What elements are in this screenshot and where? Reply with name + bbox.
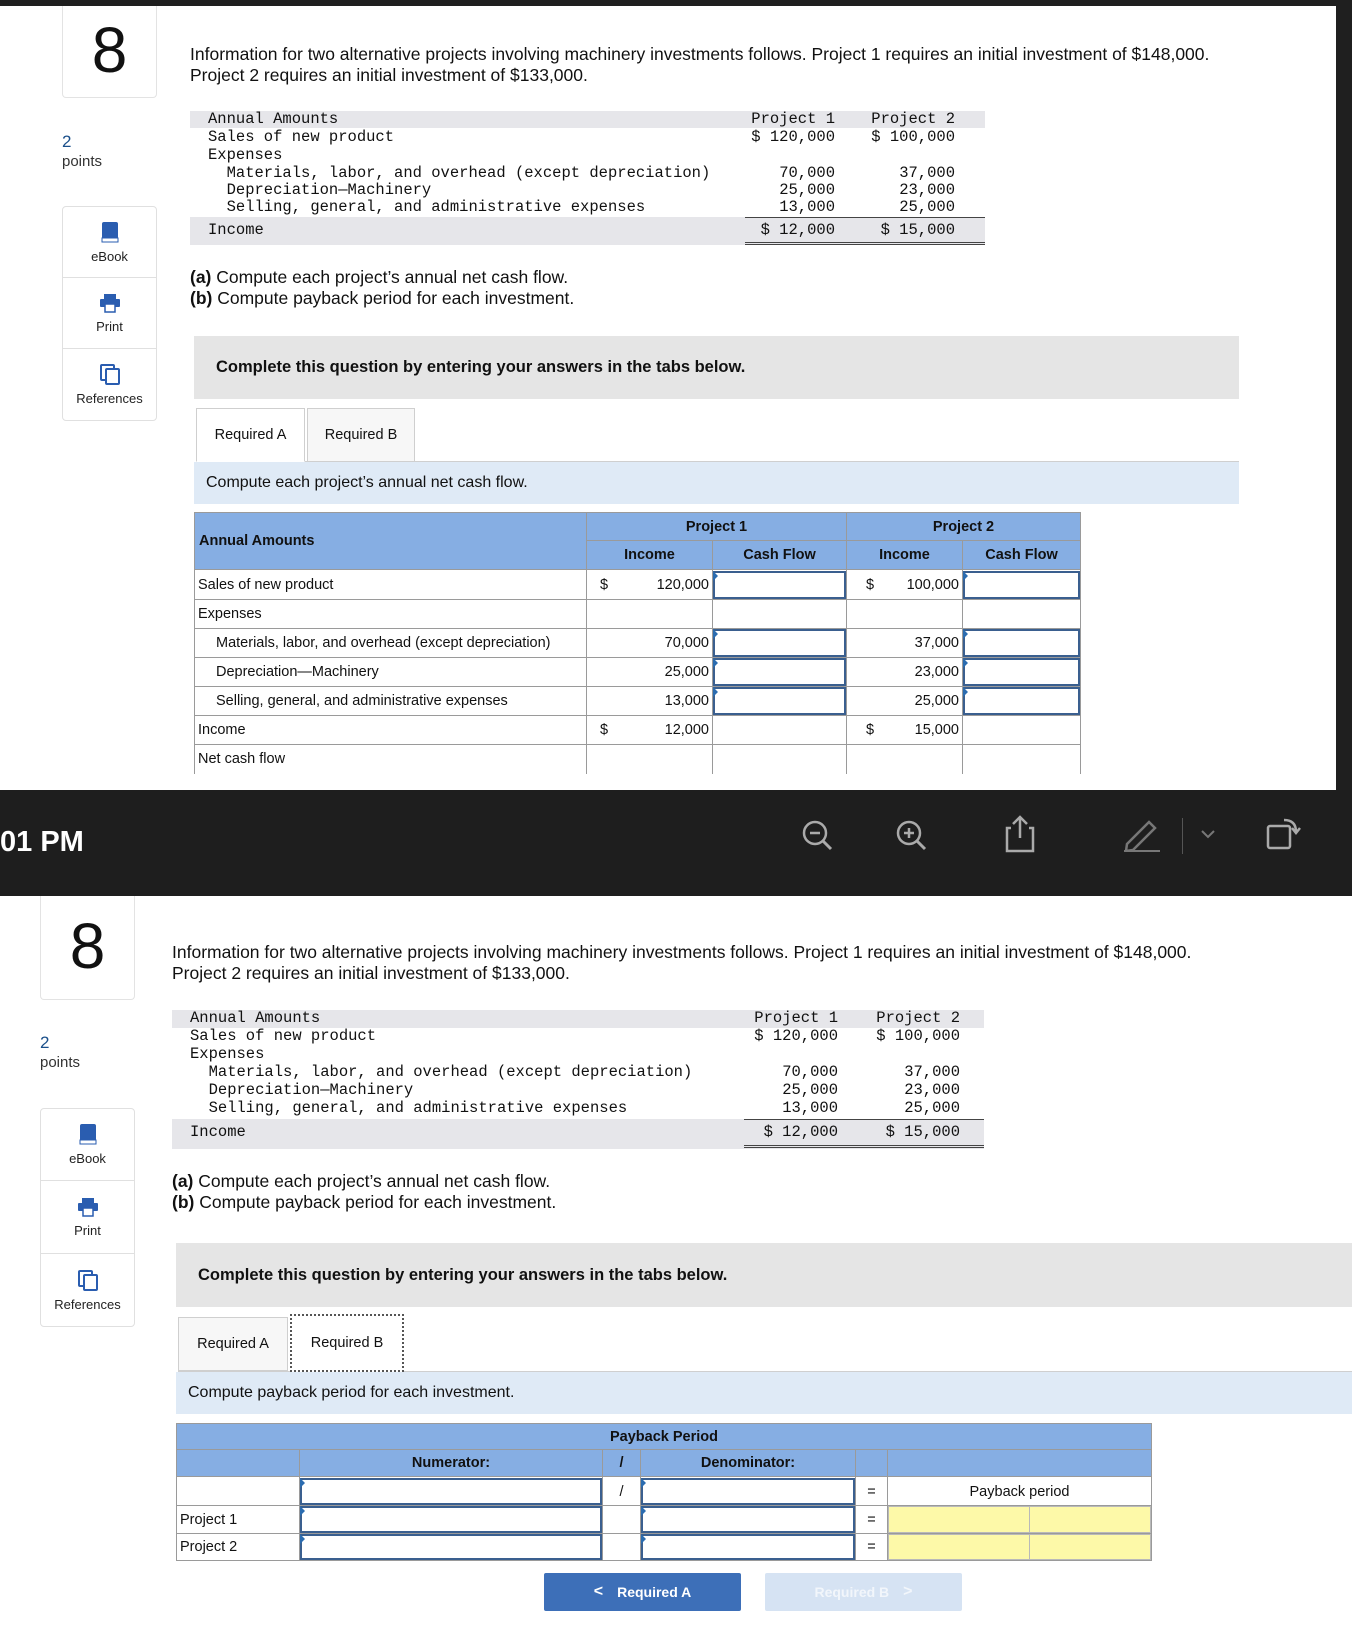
project1-denominator-input[interactable] bbox=[641, 1506, 855, 1533]
info-p2: Project 2 bbox=[876, 1009, 960, 1027]
next-button-label: Required B bbox=[814, 1584, 890, 1600]
info-label: Annual Amounts bbox=[208, 110, 339, 128]
p2-cashflow-depreciation-input[interactable] bbox=[963, 658, 1080, 686]
info-p1: $ 120,000 bbox=[751, 128, 835, 146]
zoom-out-icon[interactable] bbox=[800, 818, 836, 854]
project1-header: Project 1 bbox=[586, 512, 847, 541]
info-p2: $ 15,000 bbox=[885, 1123, 960, 1141]
printer-icon bbox=[77, 1197, 99, 1217]
currency-sign: $ bbox=[866, 721, 875, 738]
project1-payback-input[interactable] bbox=[888, 1506, 1030, 1533]
tab-required-b[interactable]: Required B bbox=[307, 408, 415, 462]
project2-denominator-input[interactable] bbox=[641, 1534, 855, 1560]
p2-income-income: 15,000 bbox=[914, 721, 959, 738]
equals: = bbox=[867, 1511, 876, 1528]
payback-period-label: Payback period bbox=[969, 1483, 1070, 1500]
slash-header: / bbox=[602, 1449, 641, 1477]
p1-income-header: Income bbox=[586, 540, 713, 570]
project2-payback-input[interactable] bbox=[888, 1534, 1030, 1560]
p2-income-header: Income bbox=[846, 540, 963, 570]
p1-income-income: 12,000 bbox=[664, 721, 709, 738]
row-label-project-2: Project 2 bbox=[180, 1539, 238, 1555]
p2-cashflow-header: Cash Flow bbox=[962, 540, 1081, 570]
annual-amounts-header: Annual Amounts bbox=[194, 512, 587, 570]
equals: = bbox=[867, 1483, 876, 1500]
row-label-selling: Selling, general, and administrative expenses bbox=[216, 692, 508, 709]
info-label: Sales of new product bbox=[208, 128, 395, 146]
instruction-banner: Complete this question by entering your answers in the tabs below. bbox=[194, 336, 1239, 399]
print-label: Print bbox=[96, 318, 123, 334]
currency-sign: $ bbox=[866, 576, 875, 593]
p1-income-selling: 13,000 bbox=[664, 692, 709, 709]
instruction-banner: Complete this question by entering your answers in the tabs below. bbox=[176, 1243, 1352, 1307]
points-value: 2 bbox=[62, 132, 72, 151]
question-number: 8 bbox=[40, 896, 135, 1000]
window-right-border bbox=[1336, 0, 1352, 790]
info-p1: 70,000 bbox=[779, 164, 835, 182]
row-label-depreciation: Depreciation—Machinery bbox=[216, 663, 379, 680]
intro-line-2: Project 2 requires an initial investment of $133,000. bbox=[172, 963, 570, 983]
references-label: References bbox=[76, 391, 143, 406]
printer-icon bbox=[99, 293, 121, 313]
payback-title: Payback Period bbox=[176, 1423, 1152, 1450]
numerator-label-input[interactable] bbox=[300, 1478, 602, 1505]
info-label: Materials, labor, and overhead (except depreciation) bbox=[208, 164, 711, 182]
numerator-header: Numerator: bbox=[299, 1449, 603, 1477]
row-label-sales: Sales of new product bbox=[198, 576, 334, 593]
intro-line-1: Information for two alternative projects involving machinery investments follows. Project 1 requires an initial investment of $148,000. bbox=[172, 942, 1192, 962]
p1-income-sales: 120,000 bbox=[656, 576, 709, 593]
required-a-hint: Compute each project’s annual net cash flow. bbox=[194, 462, 1239, 504]
info-table-bottom bbox=[172, 1008, 992, 1153]
info-p2: $ 100,000 bbox=[871, 128, 955, 146]
status-time: 01 PM bbox=[0, 826, 84, 858]
question-parts bbox=[172, 1171, 556, 1213]
part-b-text: Compute payback period for each investment. bbox=[194, 1192, 557, 1212]
info-label: Expenses bbox=[190, 1045, 265, 1063]
p1-cashflow-header: Cash Flow bbox=[712, 540, 847, 570]
question-parts bbox=[190, 267, 574, 309]
p1-cashflow-materials-input[interactable] bbox=[713, 629, 846, 657]
p1-cashflow-selling-input[interactable] bbox=[713, 687, 846, 715]
info-p2: 23,000 bbox=[899, 181, 955, 199]
info-p2: $ 15,000 bbox=[880, 221, 955, 239]
p2-cashflow-materials-input[interactable] bbox=[963, 629, 1080, 657]
chevron-down-icon[interactable] bbox=[1200, 828, 1216, 840]
info-label: Expenses bbox=[208, 146, 283, 164]
info-label: Income bbox=[190, 1123, 246, 1141]
ebook-button[interactable] bbox=[41, 1109, 134, 1181]
part-a-label: (a) bbox=[190, 267, 212, 287]
intro-text bbox=[190, 44, 1300, 86]
p1-cashflow-sales-input[interactable] bbox=[713, 571, 846, 599]
info-label: Materials, labor, and overhead (except depreciation) bbox=[190, 1063, 693, 1081]
row-label-net-cash-flow: Net cash flow bbox=[198, 750, 286, 767]
info-p1: 70,000 bbox=[782, 1063, 838, 1081]
project1-payback-unit[interactable] bbox=[1029, 1506, 1151, 1533]
part-a-text: Compute each project’s annual net cash flow. bbox=[211, 267, 569, 287]
chevron-left-icon: < bbox=[593, 1583, 604, 1600]
row-label-project-1: Project 1 bbox=[180, 1511, 238, 1528]
info-p2: 25,000 bbox=[899, 198, 955, 216]
project2-header: Project 2 bbox=[846, 512, 1081, 541]
question-number: 8 bbox=[62, 6, 157, 98]
points-label: points bbox=[62, 153, 103, 170]
ebook-label: eBook bbox=[69, 1151, 106, 1166]
prev-required-a-button[interactable] bbox=[544, 1573, 741, 1611]
part-b-label: (b) bbox=[172, 1192, 195, 1212]
info-p1: $ 12,000 bbox=[760, 221, 835, 239]
info-label: Annual Amounts bbox=[190, 1009, 321, 1027]
rotate-icon[interactable] bbox=[1264, 814, 1302, 852]
book-icon bbox=[78, 1123, 98, 1145]
prev-button-label: Required A bbox=[617, 1584, 692, 1600]
info-label: Depreciation—Machinery bbox=[208, 181, 432, 199]
part-b-label: (b) bbox=[190, 288, 213, 308]
references-button[interactable] bbox=[41, 1254, 134, 1326]
blank-header bbox=[887, 1449, 1152, 1477]
part-a-text: Compute each project’s annual net cash flow. bbox=[193, 1171, 551, 1191]
info-label: Selling, general, and administrative expenses bbox=[208, 198, 646, 216]
blank-header bbox=[855, 1449, 888, 1477]
book-icon bbox=[100, 221, 120, 243]
p2-cashflow-selling-input[interactable] bbox=[963, 687, 1080, 715]
chevron-right-icon: > bbox=[903, 1583, 913, 1600]
info-p1: 13,000 bbox=[782, 1099, 838, 1117]
info-p1: 13,000 bbox=[779, 198, 835, 216]
denominator-label-input[interactable] bbox=[641, 1478, 855, 1505]
denominator-header: Denominator: bbox=[640, 1449, 856, 1477]
part-b-text: Compute payback period for each investment. bbox=[212, 288, 575, 308]
markup-pen-icon[interactable] bbox=[1122, 816, 1162, 852]
viewer-toolbar bbox=[0, 790, 1352, 896]
info-p2: 25,000 bbox=[904, 1099, 960, 1117]
next-required-b-button[interactable] bbox=[765, 1573, 962, 1611]
intro-text bbox=[172, 942, 1332, 984]
info-p2: 37,000 bbox=[904, 1063, 960, 1081]
info-p1: $ 120,000 bbox=[754, 1027, 838, 1045]
tab-required-a[interactable]: Required A bbox=[196, 408, 305, 462]
project1-numerator-input[interactable] bbox=[300, 1506, 602, 1533]
p2-income-materials: 37,000 bbox=[914, 634, 959, 651]
references-label: References bbox=[54, 1296, 121, 1312]
payback-table bbox=[176, 1423, 1153, 1561]
info-label: Income bbox=[208, 221, 264, 239]
copy-icon bbox=[77, 1269, 99, 1291]
p2-cashflow-sales-input[interactable] bbox=[963, 571, 1080, 599]
intro-line-2: Project 2 requires an initial investment of $133,000. bbox=[190, 65, 588, 85]
project2-numerator-input[interactable] bbox=[300, 1534, 602, 1560]
info-p1: $ 12,000 bbox=[763, 1123, 838, 1141]
tab-required-b[interactable]: Required B bbox=[290, 1314, 404, 1372]
ebook-label: eBook bbox=[91, 248, 128, 264]
points-value: 2 bbox=[40, 1033, 50, 1052]
print-label: Print bbox=[74, 1222, 101, 1238]
required-b-hint: Compute payback period for each investment. bbox=[176, 1372, 1352, 1414]
print-button[interactable] bbox=[63, 278, 156, 349]
info-label: Depreciation—Machinery bbox=[190, 1081, 414, 1099]
sidebar-tools bbox=[62, 206, 157, 421]
p1-income-materials: 70,000 bbox=[664, 634, 709, 651]
info-p2: Project 2 bbox=[871, 110, 955, 128]
slash: / bbox=[619, 1483, 624, 1500]
window-top-border bbox=[0, 0, 1352, 6]
points-label: points bbox=[40, 1054, 81, 1071]
info-label: Selling, general, and administrative expenses bbox=[190, 1099, 628, 1117]
print-button[interactable] bbox=[41, 1181, 134, 1254]
info-label: Sales of new product bbox=[190, 1027, 377, 1045]
info-p1: Project 1 bbox=[751, 110, 835, 128]
info-p2: 37,000 bbox=[899, 164, 955, 182]
info-p2: 23,000 bbox=[904, 1081, 960, 1099]
equals: = bbox=[867, 1539, 876, 1555]
info-p1: 25,000 bbox=[779, 181, 835, 199]
net-cash-flow-table bbox=[194, 512, 1086, 774]
share-icon[interactable] bbox=[1004, 814, 1036, 854]
project2-payback-unit[interactable] bbox=[1029, 1534, 1151, 1560]
sidebar-tools bbox=[40, 1108, 135, 1327]
p1-cashflow-depreciation-input[interactable] bbox=[713, 658, 846, 686]
tab-required-a[interactable]: Required A bbox=[178, 1317, 288, 1371]
currency-sign: $ bbox=[600, 721, 609, 738]
p2-income-sales: 100,000 bbox=[906, 576, 959, 593]
zoom-in-icon[interactable] bbox=[894, 818, 930, 854]
info-table-top bbox=[190, 110, 990, 250]
info-p2: $ 100,000 bbox=[876, 1027, 960, 1045]
info-p1: Project 1 bbox=[754, 1009, 838, 1027]
blank-header bbox=[176, 1449, 300, 1477]
copy-icon bbox=[99, 363, 121, 385]
ebook-button[interactable] bbox=[63, 207, 156, 278]
currency-sign: $ bbox=[600, 576, 609, 593]
info-p1: 25,000 bbox=[782, 1081, 838, 1099]
references-button[interactable] bbox=[63, 349, 156, 420]
intro-line-1: Information for two alternative projects involving machinery investments follows. Project 1 requires an initial investment of $148,000. bbox=[190, 44, 1210, 64]
p2-income-depreciation: 23,000 bbox=[914, 663, 959, 680]
row-label-expenses: Expenses bbox=[198, 605, 262, 622]
row-label-materials: Materials, labor, and overhead (except depreciation) bbox=[216, 634, 551, 651]
p1-income-depreciation: 25,000 bbox=[664, 663, 709, 680]
part-a-label: (a) bbox=[172, 1171, 194, 1191]
row-label-income: Income bbox=[198, 721, 246, 738]
p2-income-selling: 25,000 bbox=[914, 692, 959, 709]
